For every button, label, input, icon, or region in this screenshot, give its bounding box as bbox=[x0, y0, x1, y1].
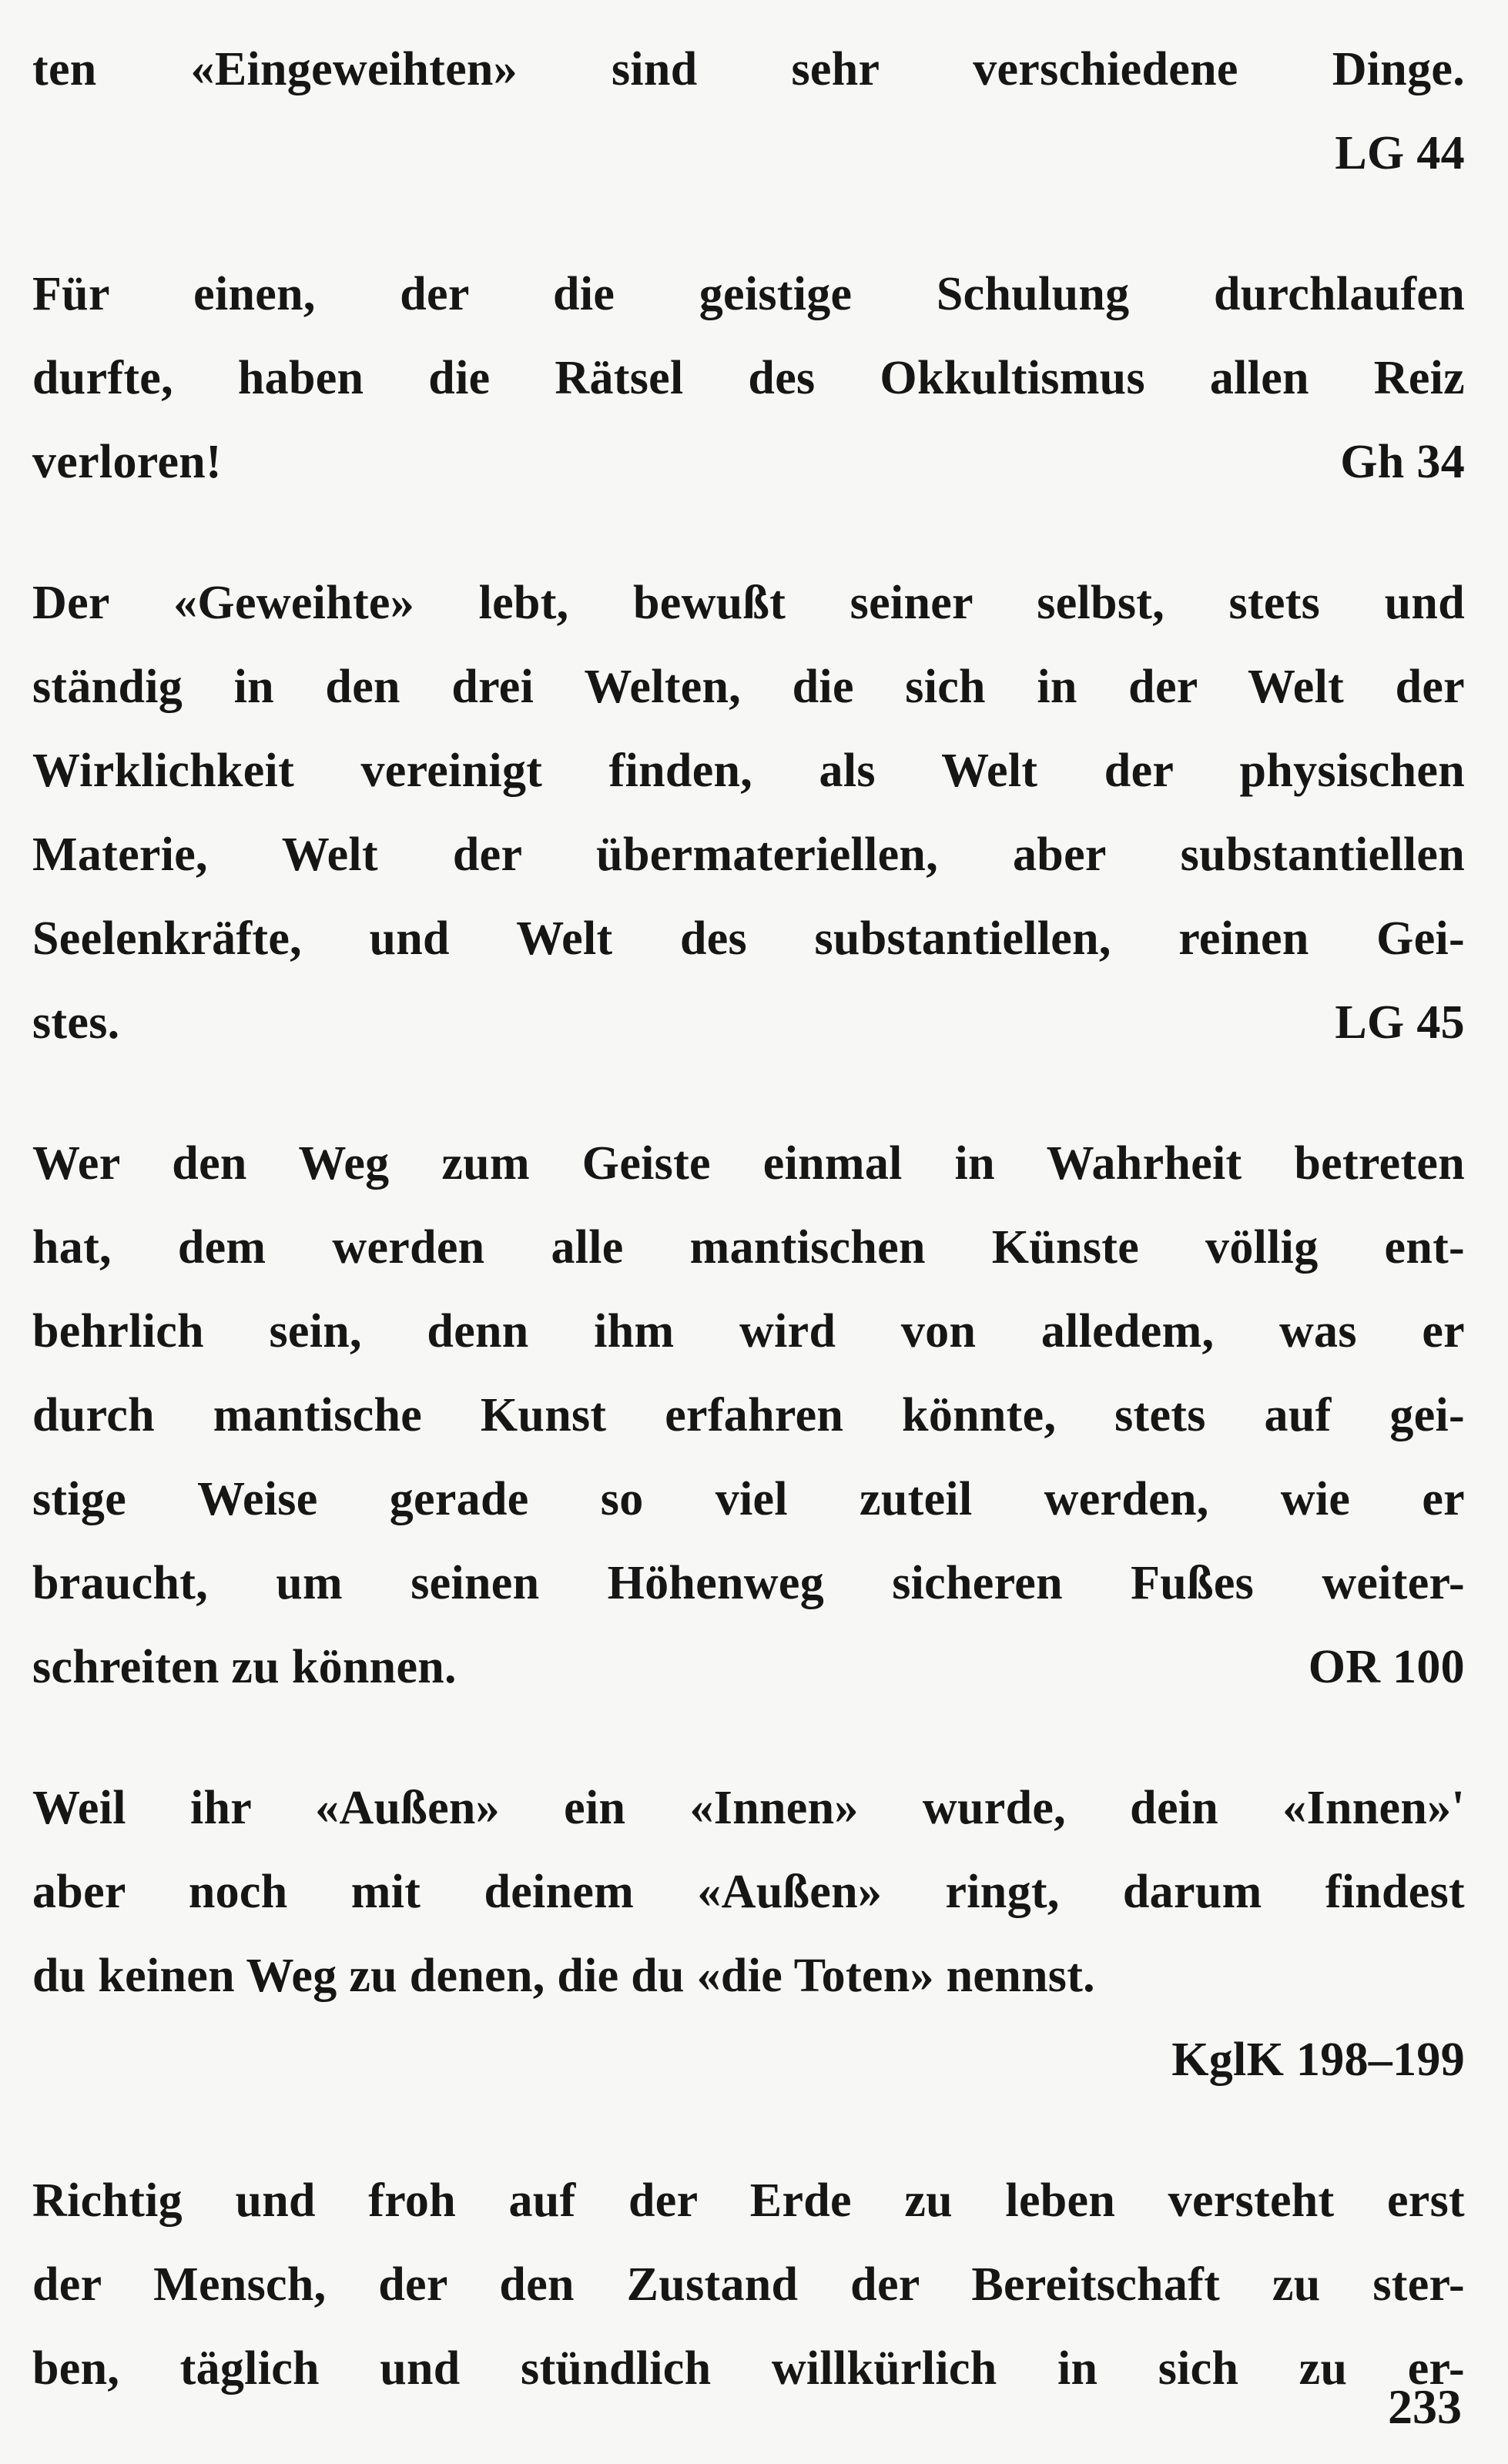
reference-code: LG 45 bbox=[1335, 996, 1465, 1049]
text-line: Seelenkräfte, und Welt des substantiellen, reinen Gei- bbox=[32, 912, 1465, 965]
text-block bbox=[32, 28, 1465, 2411]
aphorism-1 bbox=[32, 28, 1465, 196]
text-line: Materie, Welt der übermateriellen, aber substantiellen bbox=[32, 829, 1465, 881]
text-line: behrlich sein, denn ihm wird von alledem, was er bbox=[32, 1305, 1465, 1358]
text-line: der Mensch, der den Zustand der Bereitschaft zu ster- bbox=[32, 2258, 1465, 2311]
text-line-with-reference bbox=[32, 1625, 1465, 1709]
text-line: schreiten zu können. bbox=[32, 1641, 457, 1693]
aphorism-3 bbox=[32, 561, 1465, 1065]
text-line: hat, dem werden alle mantischen Künste völlig ent- bbox=[32, 1221, 1465, 1274]
text-line: Für einen, der die geistige Schulung durchlaufen bbox=[32, 268, 1465, 320]
text-line-with-reference bbox=[32, 981, 1465, 1065]
text-line: Wirklichkeit vereinigt finden, als Welt der physischen bbox=[32, 745, 1465, 797]
text-line: Weil ihr «Außen» ein «Innen» wurde, dein «Innen»' bbox=[32, 1782, 1465, 1834]
reference-code: LG 44 bbox=[1335, 127, 1465, 179]
text-line: braucht, um seinen Höhenweg sicheren Fußes weiter- bbox=[32, 1557, 1465, 1609]
text-line: ten «Eingeweihten» sind sehr verschiedene Dinge. bbox=[32, 43, 1465, 95]
text-line: ständig in den drei Welten, die sich in der Welt der bbox=[32, 661, 1465, 713]
text-line: verloren! bbox=[32, 436, 223, 488]
reference-code: KglK 198–199 bbox=[1171, 2034, 1465, 2086]
text-line: Wer den Weg zum Geiste einmal in Wahrheit betreten bbox=[32, 1137, 1465, 1190]
text-line: Richtig und froh auf der Erde zu leben versteht erst bbox=[32, 2174, 1465, 2227]
reference-code-line bbox=[32, 112, 1465, 196]
text-line: durch mantische Kunst erfahren könnte, stets auf gei- bbox=[32, 1389, 1465, 1441]
text-line: durfte, haben die Rätsel des Okkultismus allen Reiz bbox=[32, 352, 1465, 404]
reference-code-line bbox=[32, 2018, 1465, 2102]
page-number: 233 bbox=[1388, 2379, 1462, 2434]
text-line: aber noch mit deinem «Außen» ringt, darum findest bbox=[32, 1866, 1465, 1918]
text-line: stige Weise gerade so viel zuteil werden, wie er bbox=[32, 1473, 1465, 1525]
aphorism-4 bbox=[32, 1122, 1465, 1709]
text-line: du keinen Weg zu denen, die du «die Toten» nennst. bbox=[32, 1950, 1095, 2002]
text-line-with-reference bbox=[32, 420, 1465, 504]
aphorism-6 bbox=[32, 2159, 1465, 2411]
aphorism-2 bbox=[32, 253, 1465, 504]
text-line: Der «Geweihte» lebt, bewußt seiner selbst, stets und bbox=[32, 577, 1465, 629]
text-line: stes. bbox=[32, 996, 120, 1049]
text-line: ben, täglich und stündlich willkürlich in sich zu er- bbox=[32, 2342, 1465, 2395]
reference-code: Gh 34 bbox=[1340, 436, 1465, 488]
reference-code: OR 100 bbox=[1308, 1641, 1465, 1693]
aphorism-5 bbox=[32, 1766, 1465, 2102]
